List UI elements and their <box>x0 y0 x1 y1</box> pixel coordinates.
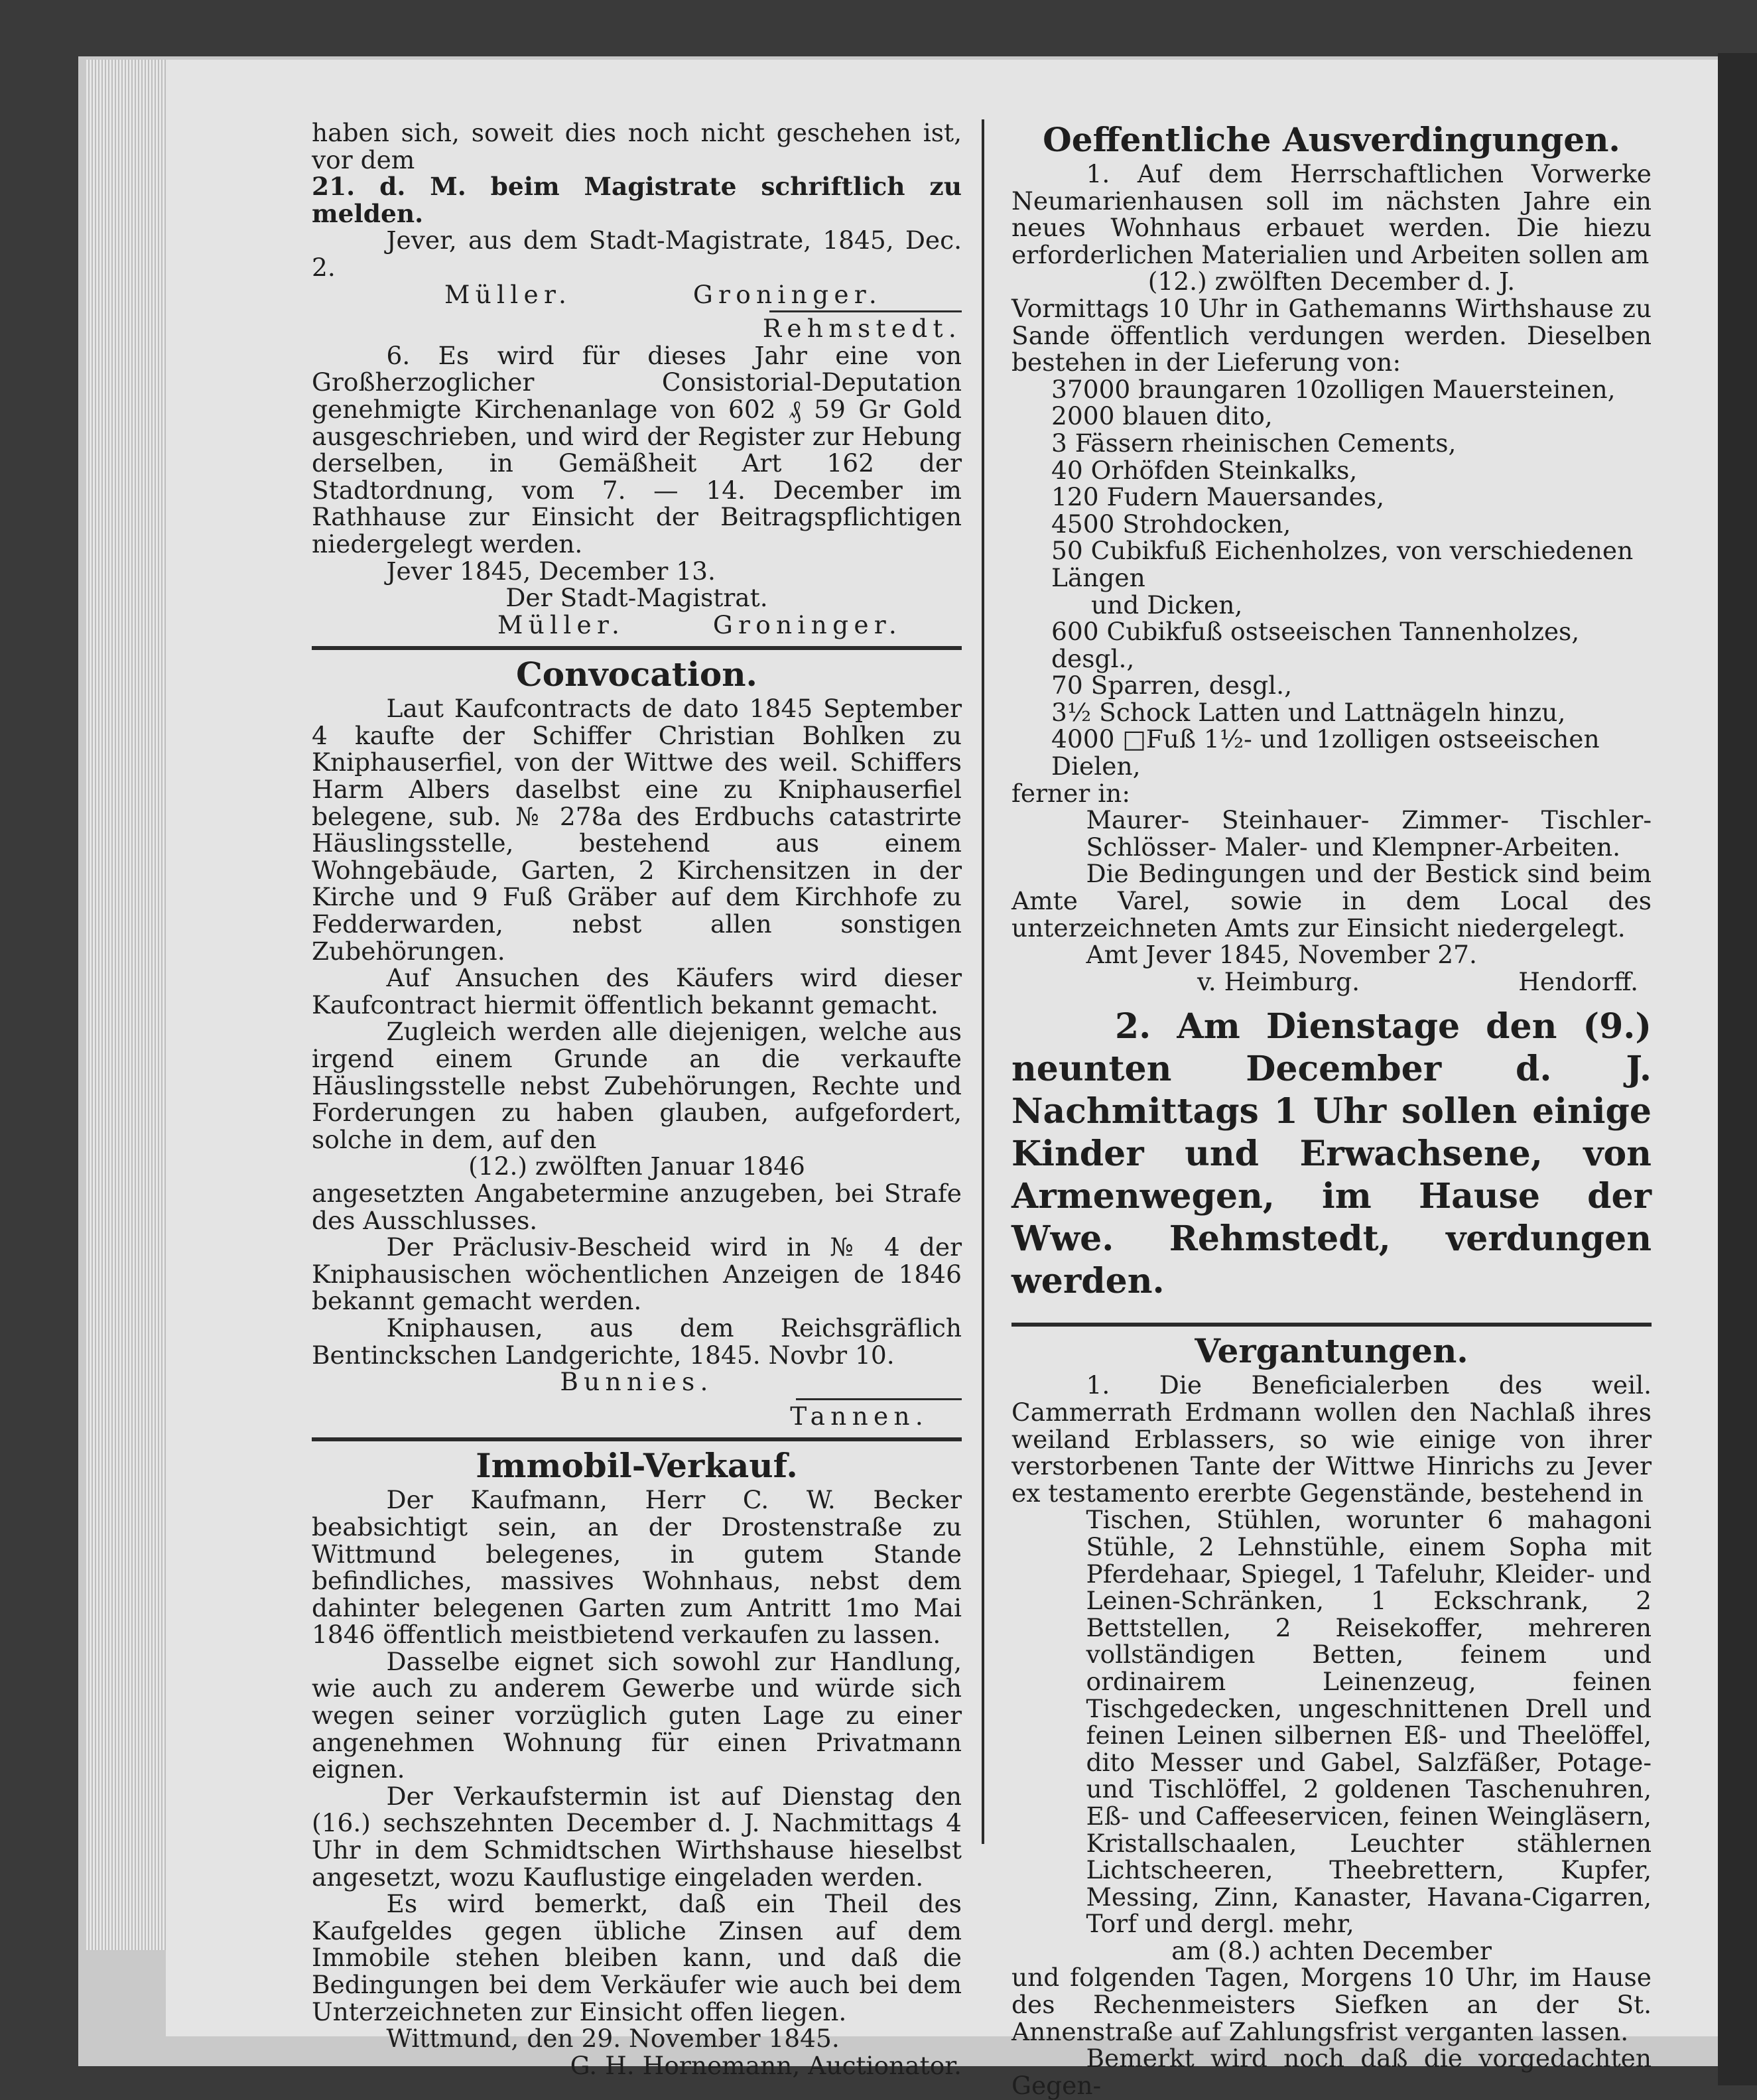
paragraph: 1. Die Beneficialerben des weil. Cammerrath Erdmann wollen den Nachlaß ihres weiland Erblassers, so wie einige von ihrer verstorbenen Tante der Wittwe Hinrichs zu Jever ex testamento ererbte Gegenstände, bestehend in <box>1011 1370 1652 1508</box>
notice-6 <box>312 342 962 639</box>
notice-text: 6. Es wird für dieses Jahr eine von Großherzoglicher Consistorial-Deputation genehmigte Kirchenanlage von 602 ₰ 59 Gr Gold ausgeschrieben, und wird der Register zur Hebung derselben, in Gemäßheit Art 162 der Stadtordnung, vom 7. — 14. December im Rathhause zur Einsicht der Beitragspflichtigen niedergelegt werden. <box>312 340 962 558</box>
paragraph: Laut Kaufcontracts de dato 1845 September 4 kaufte der Schiffer Christian Bohlken zu Kniphauserfiel, von der Wittwe des weil. Schiffers Harm Albers daselbst eine zu Kniphauserfiel belegene, sub. № 278a des Erdbuchs catastrirte Häuslingsstelle, bestehend aus einem Wohngebäude, Garten, 2 Kirchensitzen in der Kirche und 9 Fuß Gräber auf dem Kirchhofe zu Fedderwarden, nebst allen sonstigen Zubehörungen. <box>312 694 962 966</box>
signature-row <box>312 612 962 639</box>
immobil-section <box>312 1445 962 2079</box>
paragraph: Der Präclusiv-Bescheid wird in № 4 der Kniphausischen wöchentlichen Anzeigen de 1846 bekannt gemacht werden. <box>312 1232 962 1316</box>
signature-row <box>312 281 962 308</box>
signature: v. Heimburg. <box>1197 966 1360 996</box>
paragraph: Die Bedingungen und der Bestick sind beim Amte Varel, sowie in dem Local des unterzeichneten Amts zur Einsicht niedergelegt. <box>1011 859 1652 943</box>
signature: Hendorff. <box>1518 966 1638 996</box>
bold-notice: 2. Am Dienstage den (9.) neunten December d. J. Nachmittags 1 Uhr sollen einige Kinder und Erwachsene, von Armenwegen, im Hause der Wwe. Rehmstedt, verdungen werden. <box>1011 1006 1652 1302</box>
left-column <box>312 119 962 2079</box>
paragraph: Bemerkt wird noch daß die vorgedachten Gegen- <box>1011 2044 1652 2100</box>
paragraph: angesetzten Angabetermine anzugeben, bei Strafe des Ausschlusses. <box>312 1178 962 1235</box>
signature: Müller. <box>444 279 572 309</box>
signature: G. H. Hornemann, Auctionator. <box>570 2050 962 2080</box>
authority: Der Stadt-Magistrat. <box>505 583 768 613</box>
list-item: 40 Orhöfden Steinkalks, <box>1051 455 1358 485</box>
list-item: 2000 blauen dito, <box>1051 401 1273 431</box>
list-item: 120 Fudern Mauersandes, <box>1051 482 1385 512</box>
vergantungen-section <box>1011 1331 1652 2099</box>
paragraph: Dasselbe eignet sich sowohl zur Handlung, wie auch zu anderem Gewerbe und würde sich wegen seiner vorzüglich guten Lage zu einer angenehmen Wohnung für einen Privatmann eignen. <box>312 1646 962 1784</box>
book-spine <box>1718 53 1757 2085</box>
top-notice <box>312 119 962 342</box>
list-item: 600 Cubikfuß ostseeischen Tannenholzes, desgl., <box>1051 617 1580 673</box>
list-item: und Dicken, <box>1091 590 1243 620</box>
place-date: Jever 1845, December 13. <box>386 556 716 586</box>
date-line: (12.) zwölften December d. J. <box>1147 267 1516 296</box>
section-rule <box>1011 1323 1652 1327</box>
page-stack-edges <box>86 60 166 1950</box>
signature: Tannen. <box>790 1401 929 1431</box>
section-heading: Convocation. <box>516 655 757 694</box>
signature: Groninger. <box>712 610 902 639</box>
paragraph: Der Kaufmann, Herr C. W. Becker beabsichtigt sein, an der Drostenstraße zu Wittmund belegenes, in gutem Stande befindliches, massives Wohnhaus, nebst dem dahinter belegenen Garten zum Antritt 1mo Mai 1846 öffentlich meistbietend verkaufen zu lassen. <box>312 1485 962 1650</box>
list-item: 3½ Schock Latten und Lattnägeln hinzu, <box>1051 697 1566 727</box>
section-heading: Vergantungen. <box>1195 1331 1468 1371</box>
section-heading: Immobil-Verkauf. <box>476 1446 798 1486</box>
place-date: Wittmund, den 29. November 1845. <box>386 2024 840 2054</box>
list-item: 50 Cubikfuß Eichenholzes, von verschiedenen Längen <box>1051 536 1634 592</box>
paragraph: Es wird bemerkt, daß ein Theil des Kaufgeldes gegen übliche Zinsen auf dem Immobile stehen bleiben kann, und daß die Bedingungen bei dem Verkäufer wie auch bei dem Unterzeichneten zur Einsicht offen liegen. <box>312 1889 962 2026</box>
paragraph: Auf Ansuchen des Käufers wird dieser Kaufcontract hiermit öffentlich bekannt gemacht. <box>312 963 962 1019</box>
signature: Bunnies. <box>560 1367 714 1397</box>
list-item: 3 Fässern rheinischen Cements, <box>1051 428 1457 458</box>
paragraph: Vormittags 10 Uhr in Gathemanns Wirthshause zu Sande öffentlich verdungen werden. Dieselben bestehen in der Lieferung von: <box>1011 293 1652 377</box>
paragraph: 1. Auf dem Herrschaftlichen Vorwerke Neumarienhausen soll im nächsten Jahre ein neues Wohnhaus erbauet werden. Die hiezu erforderlichen Materialien und Arbeiten sollen am <box>1011 159 1652 269</box>
list-item: 70 Sparren, desgl., <box>1051 671 1293 700</box>
notice-line: haben sich, soweit dies noch nicht geschehen ist, vor dem <box>312 118 962 174</box>
paragraph: ferner in: <box>1011 778 1130 808</box>
list-item: 4000 □Fuß 1½- und 1zolligen ostseeischen Dielen, <box>1051 724 1600 781</box>
paragraph: und folgenden Tagen, Morgens 10 Uhr, im Hause des Rechenmeisters Siefken an der St. Annenstraße auf Zahlungsfrist verganten lassen. <box>1011 1963 1652 2046</box>
place-date: Jever, aus dem Stadt-Magistrate, 1845, Dec. 2. <box>312 226 962 282</box>
section-rule <box>312 1437 962 1441</box>
signature: Müller. <box>497 610 625 639</box>
date-line: (12.) zwölften Januar 1846 <box>468 1151 805 1181</box>
ausverdingungen-section <box>1011 119 1652 1303</box>
section-heading: Oeffentliche Ausverdingungen. <box>1043 120 1620 159</box>
convocation-section <box>312 654 962 1429</box>
right-column <box>1011 119 1652 2099</box>
signature: Rehmstedt. <box>762 314 962 344</box>
list-item: 37000 braungaren 10zolligen Mauersteinen, <box>1051 374 1616 404</box>
signature-row <box>1011 968 1652 996</box>
item-list: Tischen, Stühlen, worunter 6 mahagoni Stühle, 2 Lehnstühle, einem Sopha mit Pferdehaar, Spiegel, 1 Tafeluhr, Kleider- und Leinen-Schränken, 1 Eckschrank, 2 Bettstellen, 2 Reisekoffer, mehreren vollständigen Betten, feinem und ordinairem Leinenzeug, feinen Tischgedecken, ungeschnittenen Drell und feinen Leinen silbernen Eß- und Theelöffel, dito Messer und Gabel, Salzfäßer, Potage- und Tischlöffel, 2 goldenen Taschenuhren, Eß- und Caffeeservicen, feinen Weingläsern, Kristallschaalen, Leuchter stählernen Lichtscheeren, Theebrettern, Kupfer, Messing, Zinn, Kanaster, Havana-Cigarren, Torf und dergl. mehr, <box>1086 1505 1652 1939</box>
materials-list <box>1011 376 1652 780</box>
paragraph: Maurer- Steinhauer- Zimmer- Tischler- Schlösser- Maler- und Klempner-Arbeiten. <box>1086 805 1652 862</box>
signature: Groninger. <box>692 279 882 309</box>
separator-rule <box>796 1398 962 1400</box>
list-item: 4500 Strohdocken, <box>1051 509 1291 539</box>
paragraph: Der Verkaufstermin ist auf Dienstag den (16.) sechszehnten December d. J. Nachmittags 4 Uhr in dem Schmidtschen Wirthshause hieselbst angesetzt, wozu Kauflustige eingeladen werden. <box>312 1781 962 1892</box>
date-line: am (8.) achten December <box>1171 1936 1492 1965</box>
column-divider <box>982 119 984 1844</box>
notice-line: 21. d. M. beim Magistrate schriftlich zu melden. <box>312 172 962 228</box>
section-rule <box>312 646 962 650</box>
place-date: Kniphausen, aus dem Reichsgräflich Bentinckschen Landgerichte, 1845. Novbr 10. <box>312 1313 962 1370</box>
place-date: Amt Jever 1845, November 27. <box>1086 940 1477 970</box>
paragraph: Zugleich werden alle diejenigen, welche aus irgend einem Grunde an die verkaufte Häuslingsstelle nebst Zubehörungen, Rechte und Forderungen zu haben glauben, aufgefordert, solche in dem, auf den <box>312 1017 962 1154</box>
separator-rule <box>769 310 962 312</box>
